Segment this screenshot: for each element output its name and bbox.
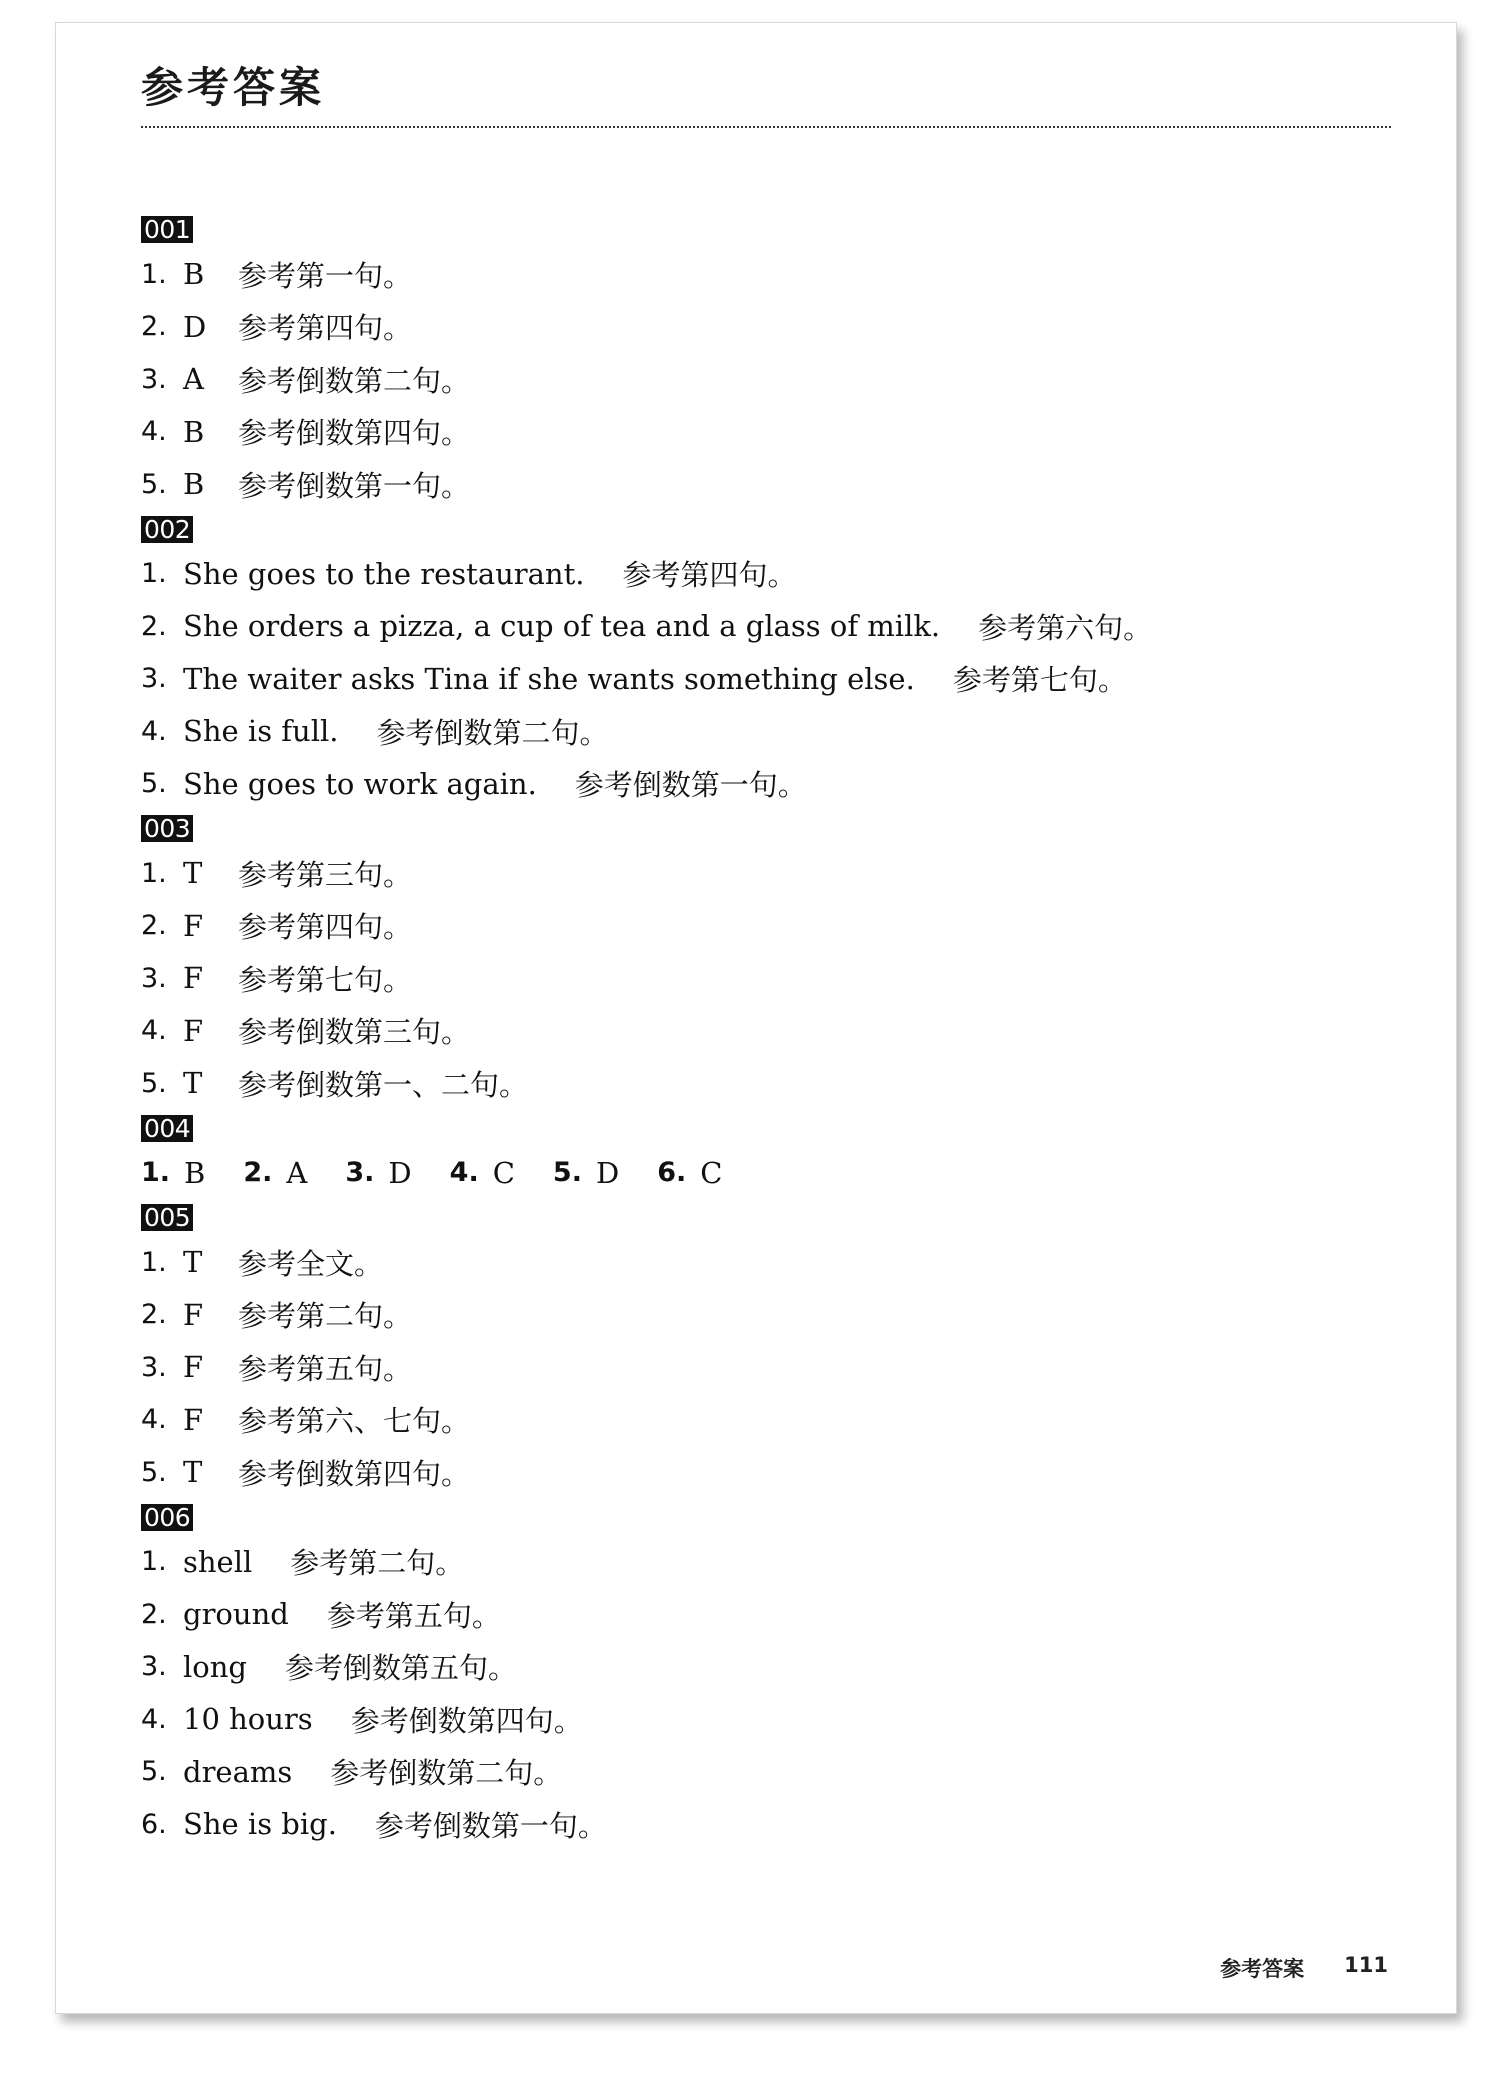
item-reference: 参考第二句。 — [290, 1546, 465, 1581]
item-number: 3. — [345, 1157, 375, 1189]
item-number: 1. — [141, 1546, 167, 1578]
item-answer: T — [183, 1245, 203, 1280]
section-header — [141, 810, 1391, 847]
item-number: 1. — [141, 558, 167, 590]
item-number: 3. — [141, 962, 167, 994]
item-reference: 参考倒数第二句。 — [376, 715, 609, 750]
answer-item — [141, 758, 1391, 811]
item-number: 5. — [141, 1067, 167, 1099]
item-number: 6. — [141, 1808, 167, 1840]
item-answer: F — [183, 1013, 204, 1048]
item-answer: F — [183, 961, 204, 996]
item-reference: 参考倒数第三句。 — [238, 1015, 471, 1050]
item-answer: ground — [183, 1597, 289, 1632]
item-number: 2. — [141, 910, 167, 942]
item-number: 1. — [141, 857, 167, 889]
item-reference: 参考第一句。 — [238, 258, 413, 293]
answer-item — [141, 1005, 1391, 1058]
page-title: 参考答案 — [141, 63, 326, 112]
answer-item — [141, 600, 1391, 653]
item-reference: 参考倒数第四句。 — [238, 416, 471, 451]
item-reference: 参考第七句。 — [952, 663, 1127, 698]
answer-item — [141, 705, 1391, 758]
answer-list — [141, 211, 1391, 1851]
answer-item — [141, 301, 1391, 354]
section-header — [141, 511, 1391, 548]
item-answer: D — [388, 1155, 412, 1190]
item-answer: F — [183, 908, 204, 943]
answer-item — [141, 1641, 1391, 1694]
item-reference: 参考倒数第一、二句。 — [238, 1067, 529, 1102]
item-answer: T — [183, 856, 203, 891]
answer-item — [141, 1536, 1391, 1589]
answer-item — [141, 1057, 1391, 1110]
item-number: 2. — [141, 1299, 167, 1331]
answer-item — [141, 1156, 205, 1190]
answer-item — [141, 653, 1391, 706]
item-number: 4. — [141, 1015, 167, 1047]
answer-item — [141, 248, 1391, 301]
answer-item — [345, 1156, 411, 1190]
section-label: 006 — [141, 1504, 193, 1531]
item-answer: She is full. — [183, 714, 339, 749]
footer-section-name: 参考答案 — [1220, 1957, 1305, 1981]
answer-item — [141, 1446, 1391, 1499]
item-answer: The waiter asks Tina if she wants something else. — [183, 661, 915, 696]
page-footer — [1220, 1953, 1388, 1983]
section-label: 002 — [141, 516, 193, 543]
item-number: 3. — [141, 1351, 167, 1383]
item-number: 1. — [141, 1246, 167, 1278]
item-answer: dreams — [183, 1754, 293, 1789]
item-reference: 参考第四句。 — [622, 558, 797, 593]
item-answer: 10 hours — [183, 1702, 313, 1737]
item-number: 1. — [141, 258, 167, 290]
item-reference: 参考全文。 — [238, 1246, 384, 1281]
answer-item — [553, 1156, 619, 1190]
answer-item — [141, 548, 1391, 601]
item-answer: long — [183, 1649, 247, 1684]
item-number: 5. — [552, 1157, 582, 1189]
answer-item — [141, 952, 1391, 1005]
item-number: 3. — [141, 363, 167, 395]
item-reference: 参考倒数第一句。 — [574, 768, 807, 803]
item-reference: 参考倒数第二句。 — [330, 1756, 563, 1791]
answer-item — [141, 1289, 1391, 1342]
section-label: 001 — [141, 216, 193, 243]
item-number: 4. — [141, 1703, 167, 1735]
item-number: 5. — [141, 1456, 167, 1488]
item-answer: T — [183, 1455, 203, 1490]
section-header — [141, 211, 1391, 248]
item-answer: She orders a pizza, a cup of tea and a glass of milk. — [183, 609, 941, 644]
item-reference: 参考第三句。 — [238, 857, 413, 892]
item-answer: F — [183, 1350, 204, 1385]
answer-item — [141, 1236, 1391, 1289]
item-reference: 参考第五句。 — [238, 1351, 413, 1386]
footer-page-number: 111 — [1344, 1953, 1388, 1977]
section-header — [141, 1499, 1391, 1536]
item-number: 1. — [141, 1157, 171, 1189]
item-answer: B — [183, 414, 205, 449]
item-number: 6. — [657, 1157, 687, 1189]
item-answer: D — [183, 309, 207, 344]
answer-item — [141, 1588, 1391, 1641]
item-answer: B — [183, 257, 205, 292]
document-page — [55, 22, 1457, 2014]
item-number: 2. — [141, 311, 167, 343]
item-number: 5. — [141, 1756, 167, 1788]
item-answer: F — [183, 1297, 204, 1332]
item-answer: D — [595, 1155, 620, 1190]
item-answer: A — [286, 1155, 308, 1190]
item-number: 4. — [141, 715, 167, 747]
answer-item — [141, 1798, 1391, 1851]
item-answer: C — [700, 1155, 723, 1190]
item-reference: 参考第四句。 — [238, 311, 413, 346]
section-label: 003 — [141, 815, 193, 842]
item-answer: T — [183, 1066, 203, 1101]
item-answer: F — [183, 1402, 204, 1437]
section-header — [141, 1199, 1391, 1236]
item-reference: 参考倒数第一句。 — [374, 1808, 607, 1843]
item-answer: She is big. — [183, 1807, 337, 1842]
item-number: 3. — [141, 1651, 167, 1683]
item-number: 5. — [141, 768, 167, 800]
item-answer: shell — [183, 1544, 253, 1579]
item-reference: 参考第四句。 — [238, 910, 413, 945]
section-header — [141, 1110, 1391, 1147]
item-reference: 参考倒数第二句。 — [238, 363, 471, 398]
item-reference: 参考第二句。 — [238, 1299, 413, 1334]
item-reference: 参考倒数第一句。 — [238, 468, 471, 503]
title-divider — [141, 126, 1391, 128]
item-number: 2. — [243, 1157, 273, 1189]
item-number: 4. — [449, 1157, 479, 1189]
item-reference: 参考第六、七句。 — [238, 1404, 471, 1439]
answer-item — [141, 406, 1391, 459]
section-label: 005 — [141, 1204, 193, 1231]
item-number: 2. — [141, 1598, 167, 1630]
answer-item — [141, 1341, 1391, 1394]
item-answer: She goes to the restaurant. — [183, 556, 585, 591]
answer-row-inline — [141, 1147, 1391, 1200]
item-reference: 参考倒数第五句。 — [284, 1651, 517, 1686]
item-number: 3. — [141, 663, 167, 695]
item-number: 5. — [141, 468, 167, 500]
item-answer: C — [492, 1155, 515, 1190]
answer-item — [141, 1746, 1391, 1799]
answer-item — [243, 1156, 307, 1190]
item-answer: A — [183, 362, 204, 397]
item-answer: B — [184, 1155, 206, 1190]
item-number: 2. — [141, 610, 167, 642]
item-number: 4. — [141, 416, 167, 448]
item-answer: She goes to work again. — [183, 766, 537, 801]
answer-item — [141, 353, 1391, 406]
answer-item — [141, 900, 1391, 953]
answer-item — [141, 847, 1391, 900]
answer-item — [450, 1156, 515, 1190]
item-number: 4. — [141, 1404, 167, 1436]
section-label: 004 — [141, 1115, 193, 1142]
item-reference: 参考倒数第四句。 — [350, 1703, 583, 1738]
item-answer: B — [183, 467, 205, 502]
item-reference: 参考第五句。 — [326, 1598, 501, 1633]
answer-item — [141, 458, 1391, 511]
item-reference: 参考第七句。 — [238, 962, 413, 997]
answer-item — [141, 1693, 1391, 1746]
item-reference: 参考倒数第四句。 — [238, 1456, 471, 1491]
item-reference: 参考第六句。 — [978, 610, 1153, 645]
answer-item — [657, 1156, 722, 1190]
answer-item — [141, 1394, 1391, 1447]
